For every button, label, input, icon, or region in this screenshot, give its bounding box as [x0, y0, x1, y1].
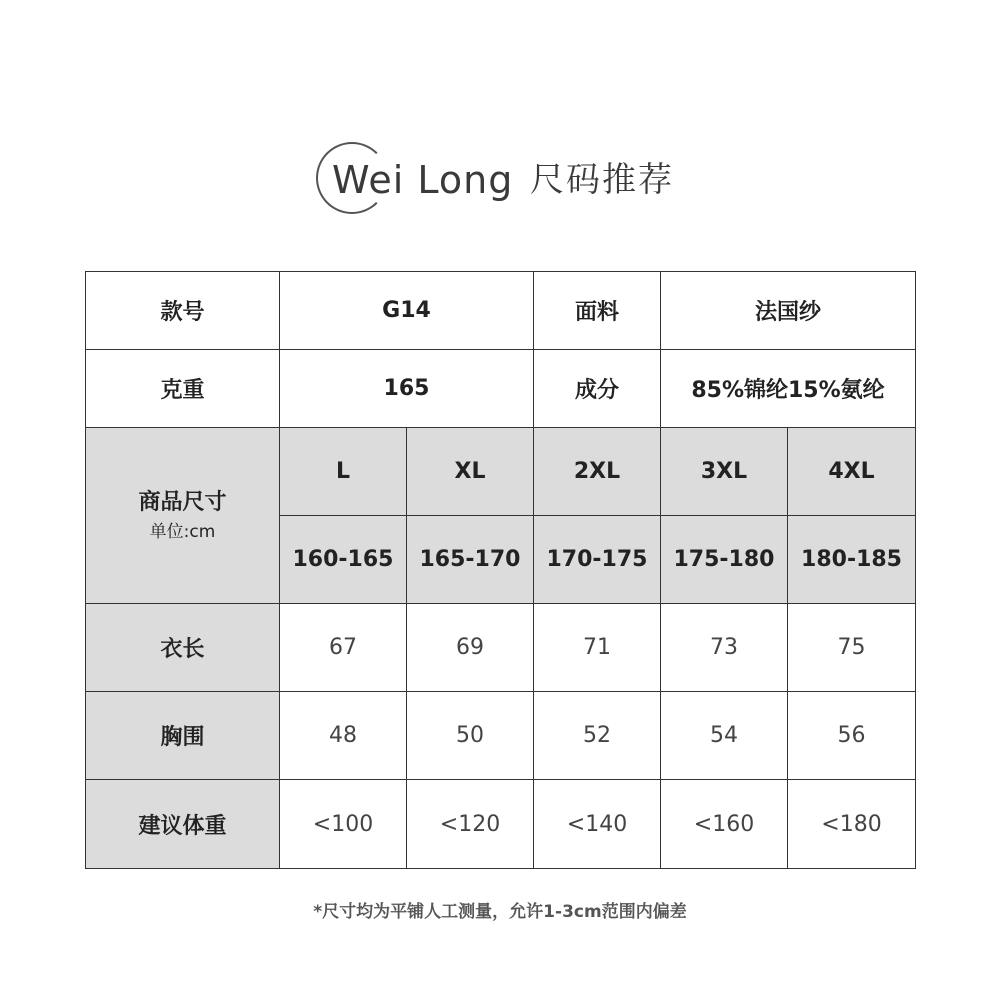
cell-value: 48: [280, 692, 407, 780]
cell-value: <160: [661, 780, 788, 869]
cell-value: 69: [407, 604, 534, 692]
table-row: [86, 604, 916, 692]
cell-value: <140: [534, 780, 661, 869]
info-row-weight: [86, 350, 916, 428]
weight-value: 165: [280, 350, 534, 428]
table-row: [86, 780, 916, 869]
style-value: G14: [280, 272, 534, 350]
cell-value: <180: [788, 780, 916, 869]
size-table: [85, 271, 916, 869]
brand-name: Wei Long: [332, 158, 514, 202]
cell-value: 73: [661, 604, 788, 692]
size-name: 4XL: [788, 428, 916, 516]
table-row: [86, 692, 916, 780]
row-label: 衣长: [86, 604, 280, 692]
height-range: 170-175: [534, 516, 661, 604]
composition-value: 85%锦纶15%氨纶: [661, 350, 916, 428]
size-header-cell: [86, 428, 280, 604]
row-label: 胸围: [86, 692, 280, 780]
cell-value: 56: [788, 692, 916, 780]
cell-value: 67: [280, 604, 407, 692]
fabric-label: 面料: [534, 272, 661, 350]
height-range: 160-165: [280, 516, 407, 604]
row-label: 建议体重: [86, 780, 280, 869]
cell-value: 75: [788, 604, 916, 692]
cell-value: 50: [407, 692, 534, 780]
size-name-row: [86, 428, 916, 516]
weight-label: 克重: [86, 350, 280, 428]
height-range: 180-185: [788, 516, 916, 604]
cell-value: <100: [280, 780, 407, 869]
size-header-label: 商品尺寸: [138, 489, 227, 515]
size-name: 3XL: [661, 428, 788, 516]
cell-value: 54: [661, 692, 788, 780]
cell-value: <120: [407, 780, 534, 869]
size-name: L: [280, 428, 407, 516]
info-row-style: [86, 272, 916, 350]
fabric-value: 法国纱: [661, 272, 916, 350]
size-name: 2XL: [534, 428, 661, 516]
size-unit-label: 单位:cm: [149, 521, 216, 542]
height-range: 175-180: [661, 516, 788, 604]
footnote: *尺寸均为平铺人工测量，允许1-3cm范围内偏差: [313, 902, 687, 922]
composition-label: 成分: [534, 350, 661, 428]
cell-value: 71: [534, 604, 661, 692]
height-range: 165-170: [407, 516, 534, 604]
page-title: 尺码推荐: [530, 160, 674, 200]
style-label: 款号: [86, 272, 280, 350]
size-name: XL: [407, 428, 534, 516]
cell-value: 52: [534, 692, 661, 780]
